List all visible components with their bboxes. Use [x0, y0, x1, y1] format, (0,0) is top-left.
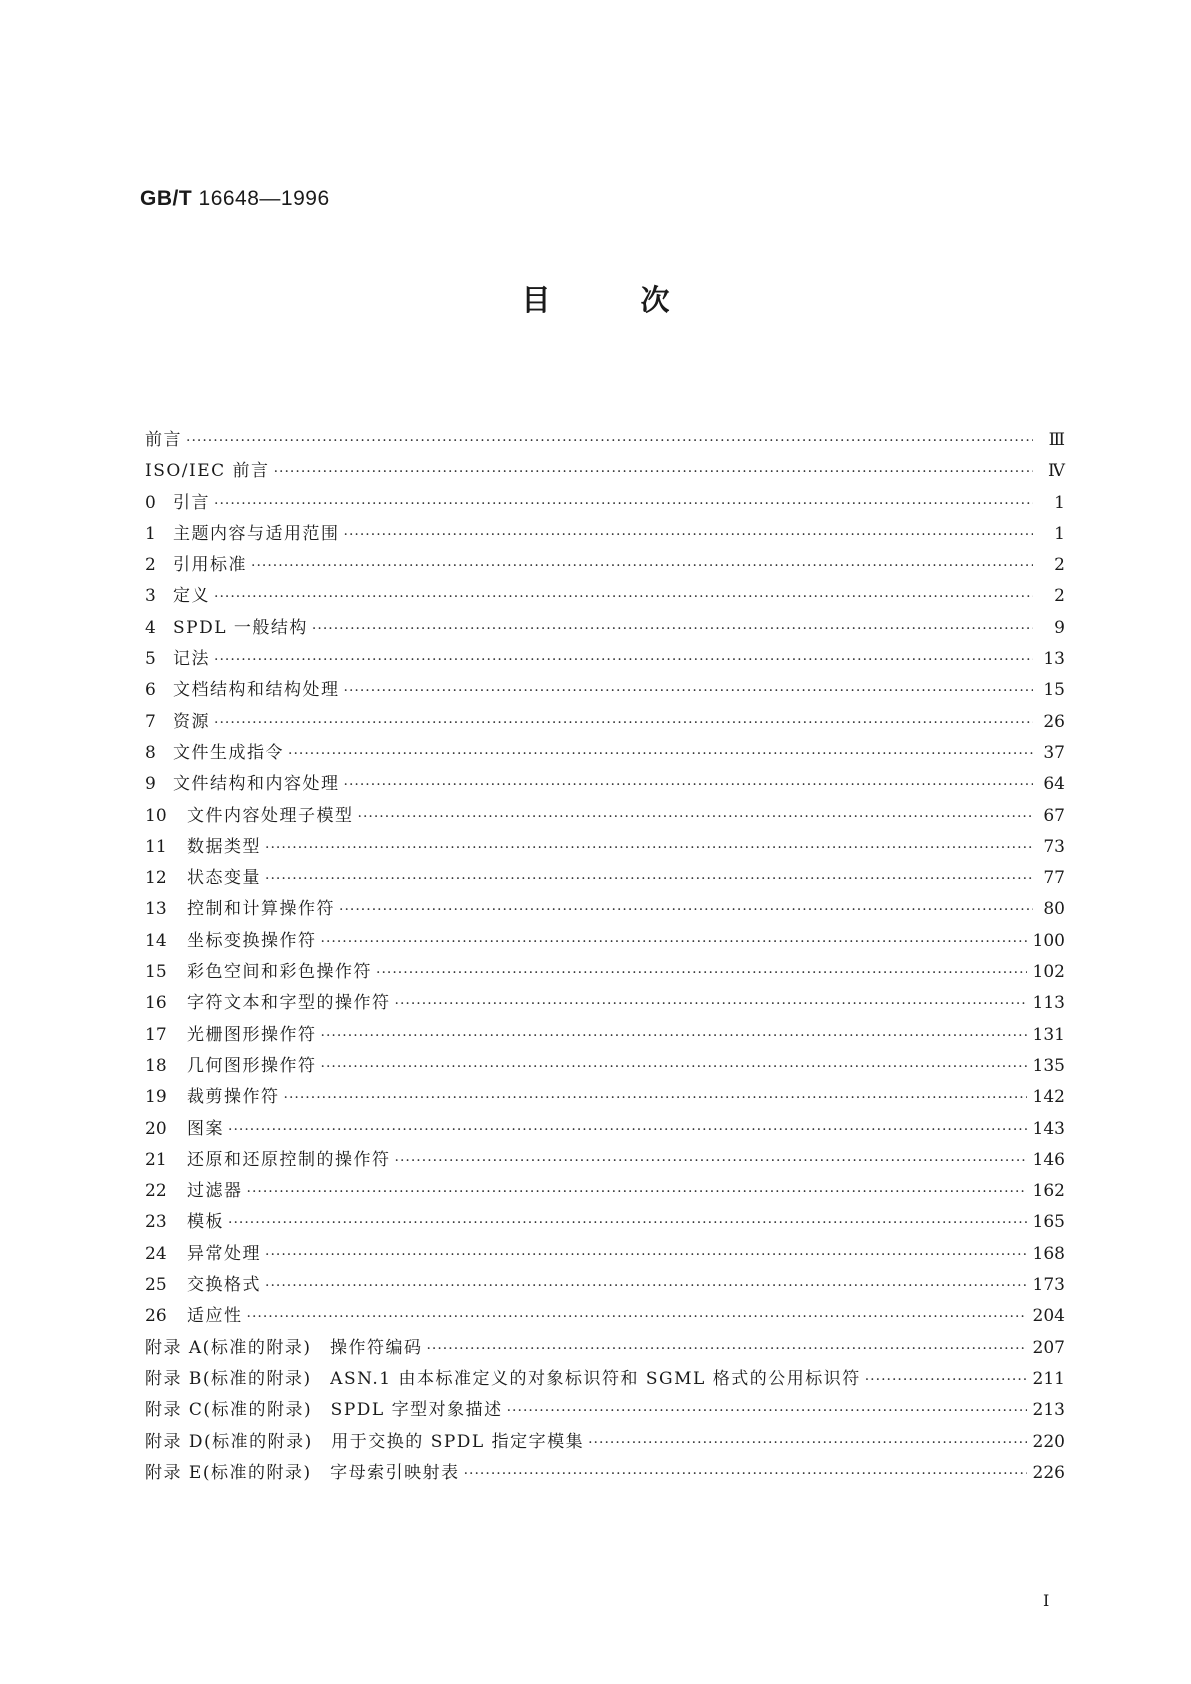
toc-entry[interactable] — [145, 1176, 1065, 1207]
toc-leader-dots — [321, 934, 1027, 950]
toc-leader-dots — [426, 1341, 1026, 1357]
toc-entry-number: 10 — [145, 805, 167, 826]
toc-entry-page: 102 — [1032, 962, 1065, 983]
toc-entry[interactable] — [145, 1082, 1065, 1113]
toc-entry[interactable] — [145, 738, 1065, 769]
toc-entry-number: 23 — [145, 1212, 167, 1233]
toc-entry-page: 146 — [1032, 1149, 1065, 1170]
toc-leader-dots — [288, 746, 1033, 762]
toc-entry-number: 7 — [145, 711, 156, 732]
toc-entry-page: 226 — [1032, 1462, 1065, 1483]
toc-leader-dots — [344, 777, 1034, 793]
toc-entry[interactable] — [145, 1207, 1065, 1238]
toc-entry-page: 131 — [1032, 1024, 1065, 1045]
toc-leader-dots — [265, 871, 1033, 887]
toc-leader-dots — [214, 496, 1033, 512]
toc-entry-label: 字符文本和字型的操作符 — [187, 993, 391, 1014]
toc-entry[interactable] — [145, 581, 1065, 612]
toc-entry-page: 26 — [1043, 711, 1065, 732]
page-title-char-2: 次 — [640, 283, 670, 317]
toc-entry-label: 文件生成指令 — [173, 742, 284, 763]
toc-entry[interactable] — [145, 801, 1065, 832]
toc-leader-dots — [214, 652, 1033, 668]
toc-entry-page: 211 — [1032, 1368, 1065, 1389]
toc-leader-dots — [344, 683, 1034, 699]
toc-entry-number: 16 — [145, 993, 167, 1014]
toc-entry[interactable] — [145, 1395, 1065, 1426]
toc-entry-label: 几何图形操作符 — [187, 1055, 317, 1076]
toc-entry[interactable] — [145, 988, 1065, 1019]
toc-entry-page: 168 — [1032, 1243, 1065, 1264]
toc-entry-page: 13 — [1043, 649, 1065, 670]
toc-entry[interactable] — [145, 488, 1065, 519]
toc-entry-label: 记法 — [173, 649, 210, 670]
toc-entry-number: 5 — [145, 649, 156, 670]
toc-leader-dots — [214, 715, 1033, 731]
page-number: I — [1043, 1591, 1050, 1610]
toc-entry-number: 2 — [145, 555, 156, 576]
toc-entry[interactable] — [145, 644, 1065, 675]
toc-entry-label: 光栅图形操作符 — [187, 1024, 317, 1045]
standard-code-number: 16648—1996 — [198, 187, 330, 210]
toc-entry-label: 附录 D(标准的附录) 用于交换的 SPDL 指定字模集 — [145, 1431, 585, 1452]
toc-entry-label: 模板 — [187, 1212, 224, 1233]
toc-entry[interactable] — [145, 456, 1065, 487]
toc-entry-page: 2 — [1054, 586, 1065, 607]
toc-leader-dots — [358, 809, 1034, 825]
toc-entry-label: 定义 — [173, 586, 210, 607]
toc-entry-label: SPDL 一般结构 — [173, 617, 308, 638]
toc-entry-page: 1 — [1054, 492, 1065, 513]
toc-entry-page: 162 — [1032, 1181, 1065, 1202]
toc-entry-label: 文件结构和内容处理 — [173, 774, 340, 795]
toc-entry-page: 100 — [1032, 930, 1065, 951]
toc-leader-dots — [228, 1122, 1027, 1138]
toc-leader-dots — [339, 902, 1033, 918]
toc-leader-dots — [376, 965, 1027, 981]
toc-entry-number: 19 — [145, 1087, 167, 1108]
toc-entry[interactable] — [145, 1051, 1065, 1082]
toc-leader-dots — [395, 996, 1027, 1012]
toc-entry[interactable] — [145, 1114, 1065, 1145]
toc-entry-page: Ⅲ — [1048, 430, 1065, 450]
toc-entry-number: 26 — [145, 1306, 167, 1327]
toc-leader-dots — [251, 558, 1033, 574]
toc-entry[interactable] — [145, 519, 1065, 550]
table-of-contents — [145, 425, 1065, 1489]
toc-entry-label: 附录 E(标准的附录) 字母索引映射表 — [145, 1462, 460, 1483]
toc-entry-label: 资源 — [173, 711, 210, 732]
toc-leader-dots — [214, 589, 1033, 605]
toc-leader-dots — [247, 1184, 1027, 1200]
toc-entry[interactable] — [145, 832, 1065, 863]
toc-entry[interactable] — [145, 957, 1065, 988]
toc-leader-dots — [464, 1466, 1027, 1482]
toc-entry-page: 77 — [1043, 868, 1065, 889]
toc-entry[interactable] — [145, 1239, 1065, 1270]
toc-entry-label: ISO/IEC 前言 — [145, 461, 270, 482]
toc-entry-number: 22 — [145, 1181, 167, 1202]
page-title — [0, 278, 1191, 319]
toc-entry-number: 8 — [145, 742, 156, 763]
standard-code-prefix: GB/T — [140, 187, 193, 210]
toc-entry-label: 坐标变换操作符 — [187, 930, 317, 951]
toc-leader-dots — [321, 1028, 1027, 1044]
toc-entry-page: 143 — [1032, 1118, 1065, 1139]
toc-entry-label: 图案 — [187, 1118, 224, 1139]
toc-leader-dots — [274, 464, 1033, 480]
toc-entry-number: 4 — [145, 617, 156, 638]
toc-entry-page: 142 — [1032, 1087, 1065, 1108]
toc-entry-number: 14 — [145, 930, 167, 951]
toc-entry-number: 12 — [145, 868, 167, 889]
toc-leader-dots — [265, 840, 1033, 856]
toc-entry[interactable] — [145, 769, 1065, 800]
toc-entry-page: 204 — [1032, 1306, 1065, 1327]
toc-entry-label: 附录 B(标准的附录) ASN.1 由本标准定义的对象标识符和 SGML 格式的公用标识符 — [145, 1368, 861, 1389]
toc-entry-number: 21 — [145, 1149, 167, 1170]
toc-entry-page: 37 — [1043, 742, 1065, 763]
toc-leader-dots — [186, 433, 1033, 449]
toc-leader-dots — [507, 1403, 1027, 1419]
toc-entry-page: 213 — [1032, 1400, 1065, 1421]
toc-entry[interactable] — [145, 675, 1065, 706]
toc-entry[interactable] — [145, 550, 1065, 581]
toc-entry-number: 1 — [145, 523, 156, 544]
toc-entry-page: 67 — [1043, 805, 1065, 826]
toc-entry[interactable] — [145, 1020, 1065, 1051]
toc-leader-dots — [312, 621, 1033, 637]
toc-entry-label: 文件内容处理子模型 — [187, 805, 354, 826]
toc-entry-page: 135 — [1032, 1055, 1065, 1076]
toc-entry-number: 3 — [145, 586, 156, 607]
toc-entry[interactable] — [145, 707, 1065, 738]
toc-entry-label: 附录 A(标准的附录) 操作符编码 — [145, 1337, 423, 1358]
toc-entry-label: 裁剪操作符 — [187, 1087, 280, 1108]
toc-entry-page: 15 — [1043, 680, 1065, 701]
toc-entry[interactable] — [145, 1364, 1065, 1395]
toc-entry-page: 173 — [1032, 1275, 1065, 1296]
toc-entry[interactable] — [145, 1270, 1065, 1301]
toc-entry-label: 引用标准 — [173, 555, 247, 576]
toc-leader-dots — [247, 1309, 1027, 1325]
toc-entry[interactable] — [145, 1333, 1065, 1364]
toc-leader-dots — [865, 1372, 1027, 1388]
toc-entry-page: 80 — [1043, 899, 1065, 920]
toc-entry-number: 0 — [145, 492, 156, 513]
toc-entry-page: 1 — [1054, 523, 1065, 544]
toc-entry-label: 控制和计算操作符 — [187, 899, 335, 920]
toc-entry-page: 220 — [1032, 1431, 1065, 1452]
toc-entry-page: 165 — [1032, 1212, 1065, 1233]
toc-entry-label: 状态变量 — [187, 868, 261, 889]
toc-entry-number: 20 — [145, 1118, 167, 1139]
toc-entry-number: 24 — [145, 1243, 167, 1264]
toc-entry-label: 还原和还原控制的操作符 — [187, 1149, 391, 1170]
standard-code — [140, 187, 330, 211]
toc-leader-dots — [228, 1215, 1027, 1231]
toc-entry-label: 数据类型 — [187, 836, 261, 857]
toc-entry-number: 25 — [145, 1275, 167, 1296]
toc-entry-number: 15 — [145, 962, 167, 983]
toc-entry[interactable] — [145, 926, 1065, 957]
toc-leader-dots — [265, 1278, 1027, 1294]
toc-leader-dots — [344, 527, 1034, 543]
toc-entry-page: 207 — [1032, 1337, 1065, 1358]
toc-entry[interactable] — [145, 1458, 1065, 1489]
toc-entry-label: 交换格式 — [187, 1275, 261, 1296]
toc-entry-number: 13 — [145, 899, 167, 920]
toc-entry-number: 9 — [145, 774, 156, 795]
toc-entry-page: 2 — [1054, 555, 1065, 576]
toc-entry-page: 73 — [1043, 836, 1065, 857]
toc-entry-number: 6 — [145, 680, 156, 701]
toc-entry[interactable] — [145, 425, 1065, 456]
toc-leader-dots — [284, 1090, 1027, 1106]
toc-entry[interactable] — [145, 863, 1065, 894]
toc-entry-label: 过滤器 — [187, 1181, 243, 1202]
toc-entry-label: 附录 C(标准的附录) SPDL 字型对象描述 — [145, 1400, 503, 1421]
toc-leader-dots — [588, 1435, 1026, 1451]
toc-entry-label: 彩色空间和彩色操作符 — [187, 962, 372, 983]
toc-leader-dots — [265, 1247, 1027, 1263]
toc-entry-label: 前言 — [145, 430, 182, 450]
toc-entry-label: 引言 — [173, 492, 210, 513]
toc-entry-page: 9 — [1054, 617, 1065, 638]
toc-entry[interactable] — [145, 1145, 1065, 1176]
toc-entry-label: 文档结构和结构处理 — [173, 680, 340, 701]
toc-entry-number: 17 — [145, 1024, 167, 1045]
toc-entry-label: 主题内容与适用范围 — [173, 523, 340, 544]
toc-entry[interactable] — [145, 1301, 1065, 1332]
toc-entry-page: 113 — [1032, 993, 1065, 1014]
toc-entry-number: 18 — [145, 1055, 167, 1076]
toc-entry[interactable] — [145, 1427, 1065, 1458]
toc-entry-label: 异常处理 — [187, 1243, 261, 1264]
toc-leader-dots — [395, 1153, 1027, 1169]
page-title-char-1: 目 — [521, 283, 551, 317]
toc-entry-number: 11 — [145, 836, 167, 857]
toc-entry[interactable] — [145, 894, 1065, 925]
toc-leader-dots — [321, 1059, 1027, 1075]
toc-entry-page: Ⅳ — [1048, 461, 1065, 482]
toc-entry-label: 适应性 — [187, 1306, 243, 1327]
toc-entry[interactable] — [145, 613, 1065, 644]
toc-entry-page: 64 — [1043, 774, 1065, 795]
